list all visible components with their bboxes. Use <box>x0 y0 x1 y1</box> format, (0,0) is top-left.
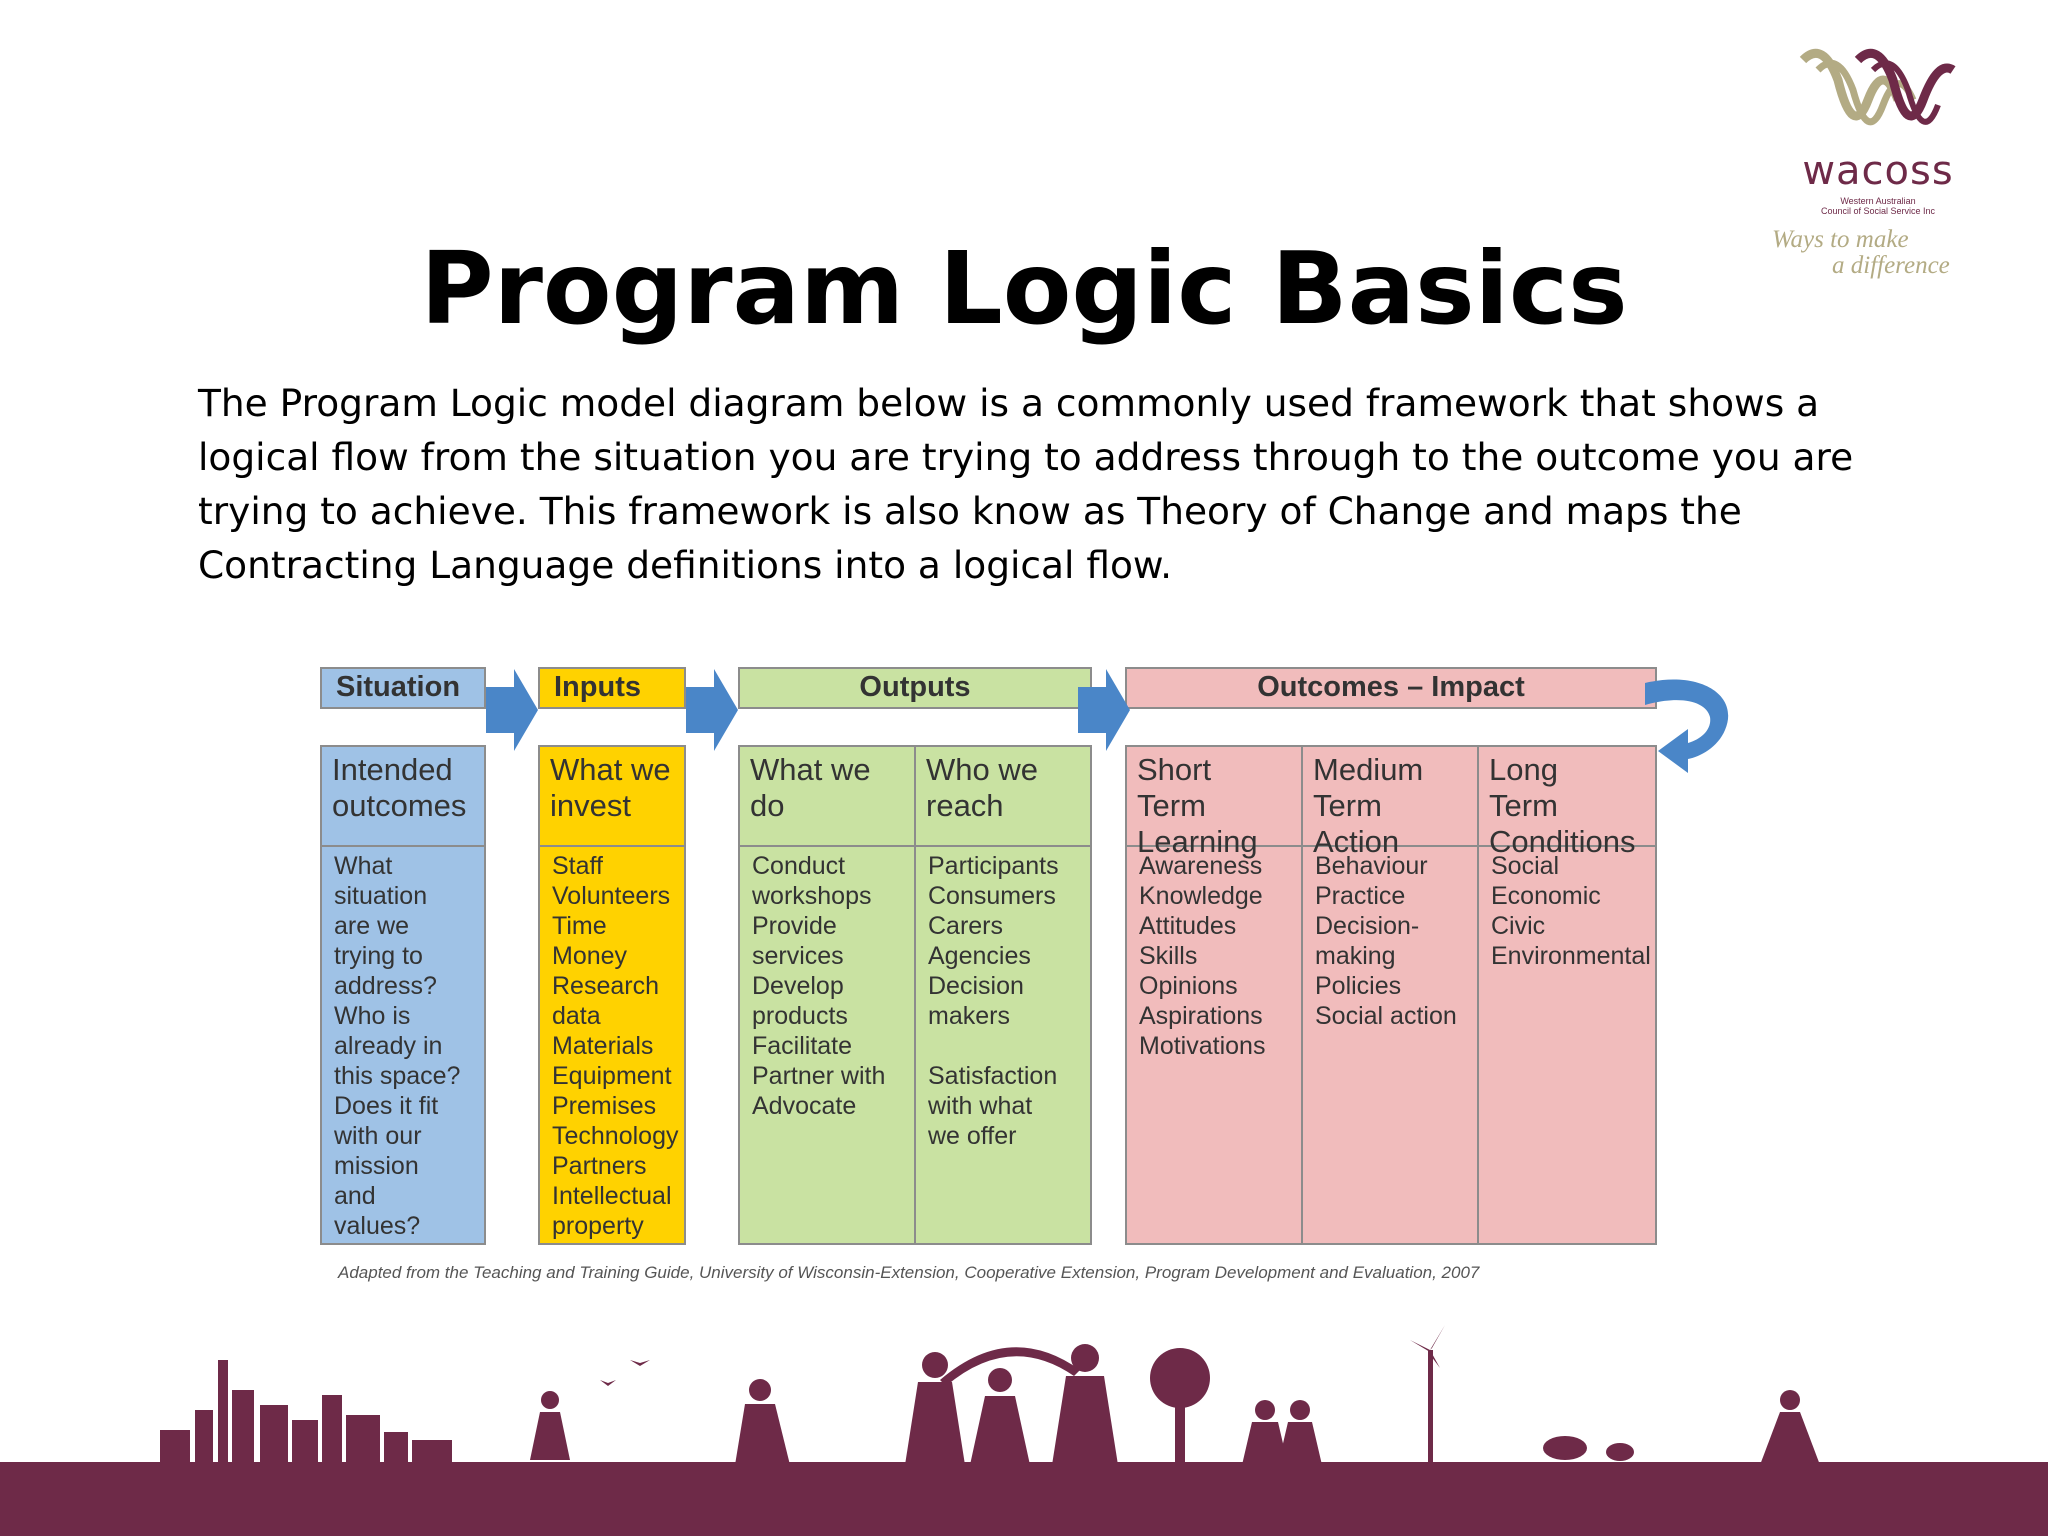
logo-subtitle-line1: Western Australian <box>1840 196 1916 206</box>
subheader-long-term-conditions: Long Term Conditions <box>1479 747 1655 847</box>
community-silhouette-footer <box>0 1320 2048 1536</box>
logo-name: wacoss <box>1802 148 1954 194</box>
list-short-term: Awareness Knowledge Attitudes Skills Opinions Aspirations Motivations <box>1139 852 1266 1060</box>
header-situation: Situation <box>320 667 486 709</box>
header-outcomes-impact: Outcomes – Impact <box>1125 667 1657 709</box>
intro-paragraph: The Program Logic model diagram below is a commonly used framework that shows a logical flow from the situation you are trying to address through to the outcome you are trying to achieve. This framework is also know as Theory of Change and maps the Contracting Language definitions into a logical flow. <box>198 381 1854 587</box>
column-who-we-reach <box>914 745 1092 1245</box>
subheader-what-we-do: What we do <box>740 747 914 847</box>
list-who-we-reach: Participants Consumers Carers Agencies Decision makers Satisfaction with what we offer <box>928 852 1059 1150</box>
column-situation <box>320 745 486 1245</box>
subheader-intended-outcomes: Intended outcomes <box>322 747 484 847</box>
page-title: Program Logic Basics <box>420 230 1628 347</box>
column-medium-term <box>1301 745 1479 1245</box>
logo-subtitle <box>1768 196 1988 216</box>
wacoss-wave-logo-icon <box>1798 40 1958 160</box>
flow-arrow-1-icon <box>486 665 540 755</box>
list-long-term: Social Economic Civic Environmental <box>1491 852 1651 970</box>
header-inputs: Inputs <box>538 667 686 709</box>
column-inputs <box>538 745 686 1245</box>
flow-arrow-2-icon <box>686 665 740 755</box>
header-outputs: Outputs <box>738 667 1092 709</box>
column-what-we-do <box>738 745 916 1245</box>
subheader-who-we-reach: Who we reach <box>916 747 1090 847</box>
list-inputs: Staff Volunteers Time Money Research data Materials Equipment Premises Technology Partners Intellectual property <box>552 852 679 1240</box>
column-long-term <box>1477 745 1657 1245</box>
subheader-short-term-learning: Short Term Learning <box>1127 747 1301 847</box>
list-situation: What situation are we trying to address? Who is already in this space? Does it fit with our mission and values? <box>334 852 461 1240</box>
subheader-medium-term-action: Medium Term Action <box>1303 747 1477 847</box>
list-medium-term: Behaviour Practice Decision- making Policies Social action <box>1315 852 1457 1030</box>
flow-arrow-3-icon <box>1078 665 1132 755</box>
silhouette-shapes <box>0 1325 2048 1536</box>
logo-subtitle-line2: Council of Social Service Inc <box>1820 206 1936 216</box>
logo-tagline-line1: Ways to make <box>1772 226 1909 253</box>
program-logic-diagram <box>300 655 1760 1295</box>
column-short-term <box>1125 745 1303 1245</box>
logo-tagline-line2: a difference <box>1832 252 1950 279</box>
list-what-we-do: Conduct workshops Provide services Develop products Facilitate Partner with Advocate <box>752 852 886 1120</box>
diagram-caption: Adapted from the Teaching and Training Guide, University of Wisconsin-Extension, Cooperative Extension, Program Development and Evaluation, 2007 <box>338 1263 1480 1282</box>
subheader-what-we-invest: What we invest <box>540 747 684 847</box>
